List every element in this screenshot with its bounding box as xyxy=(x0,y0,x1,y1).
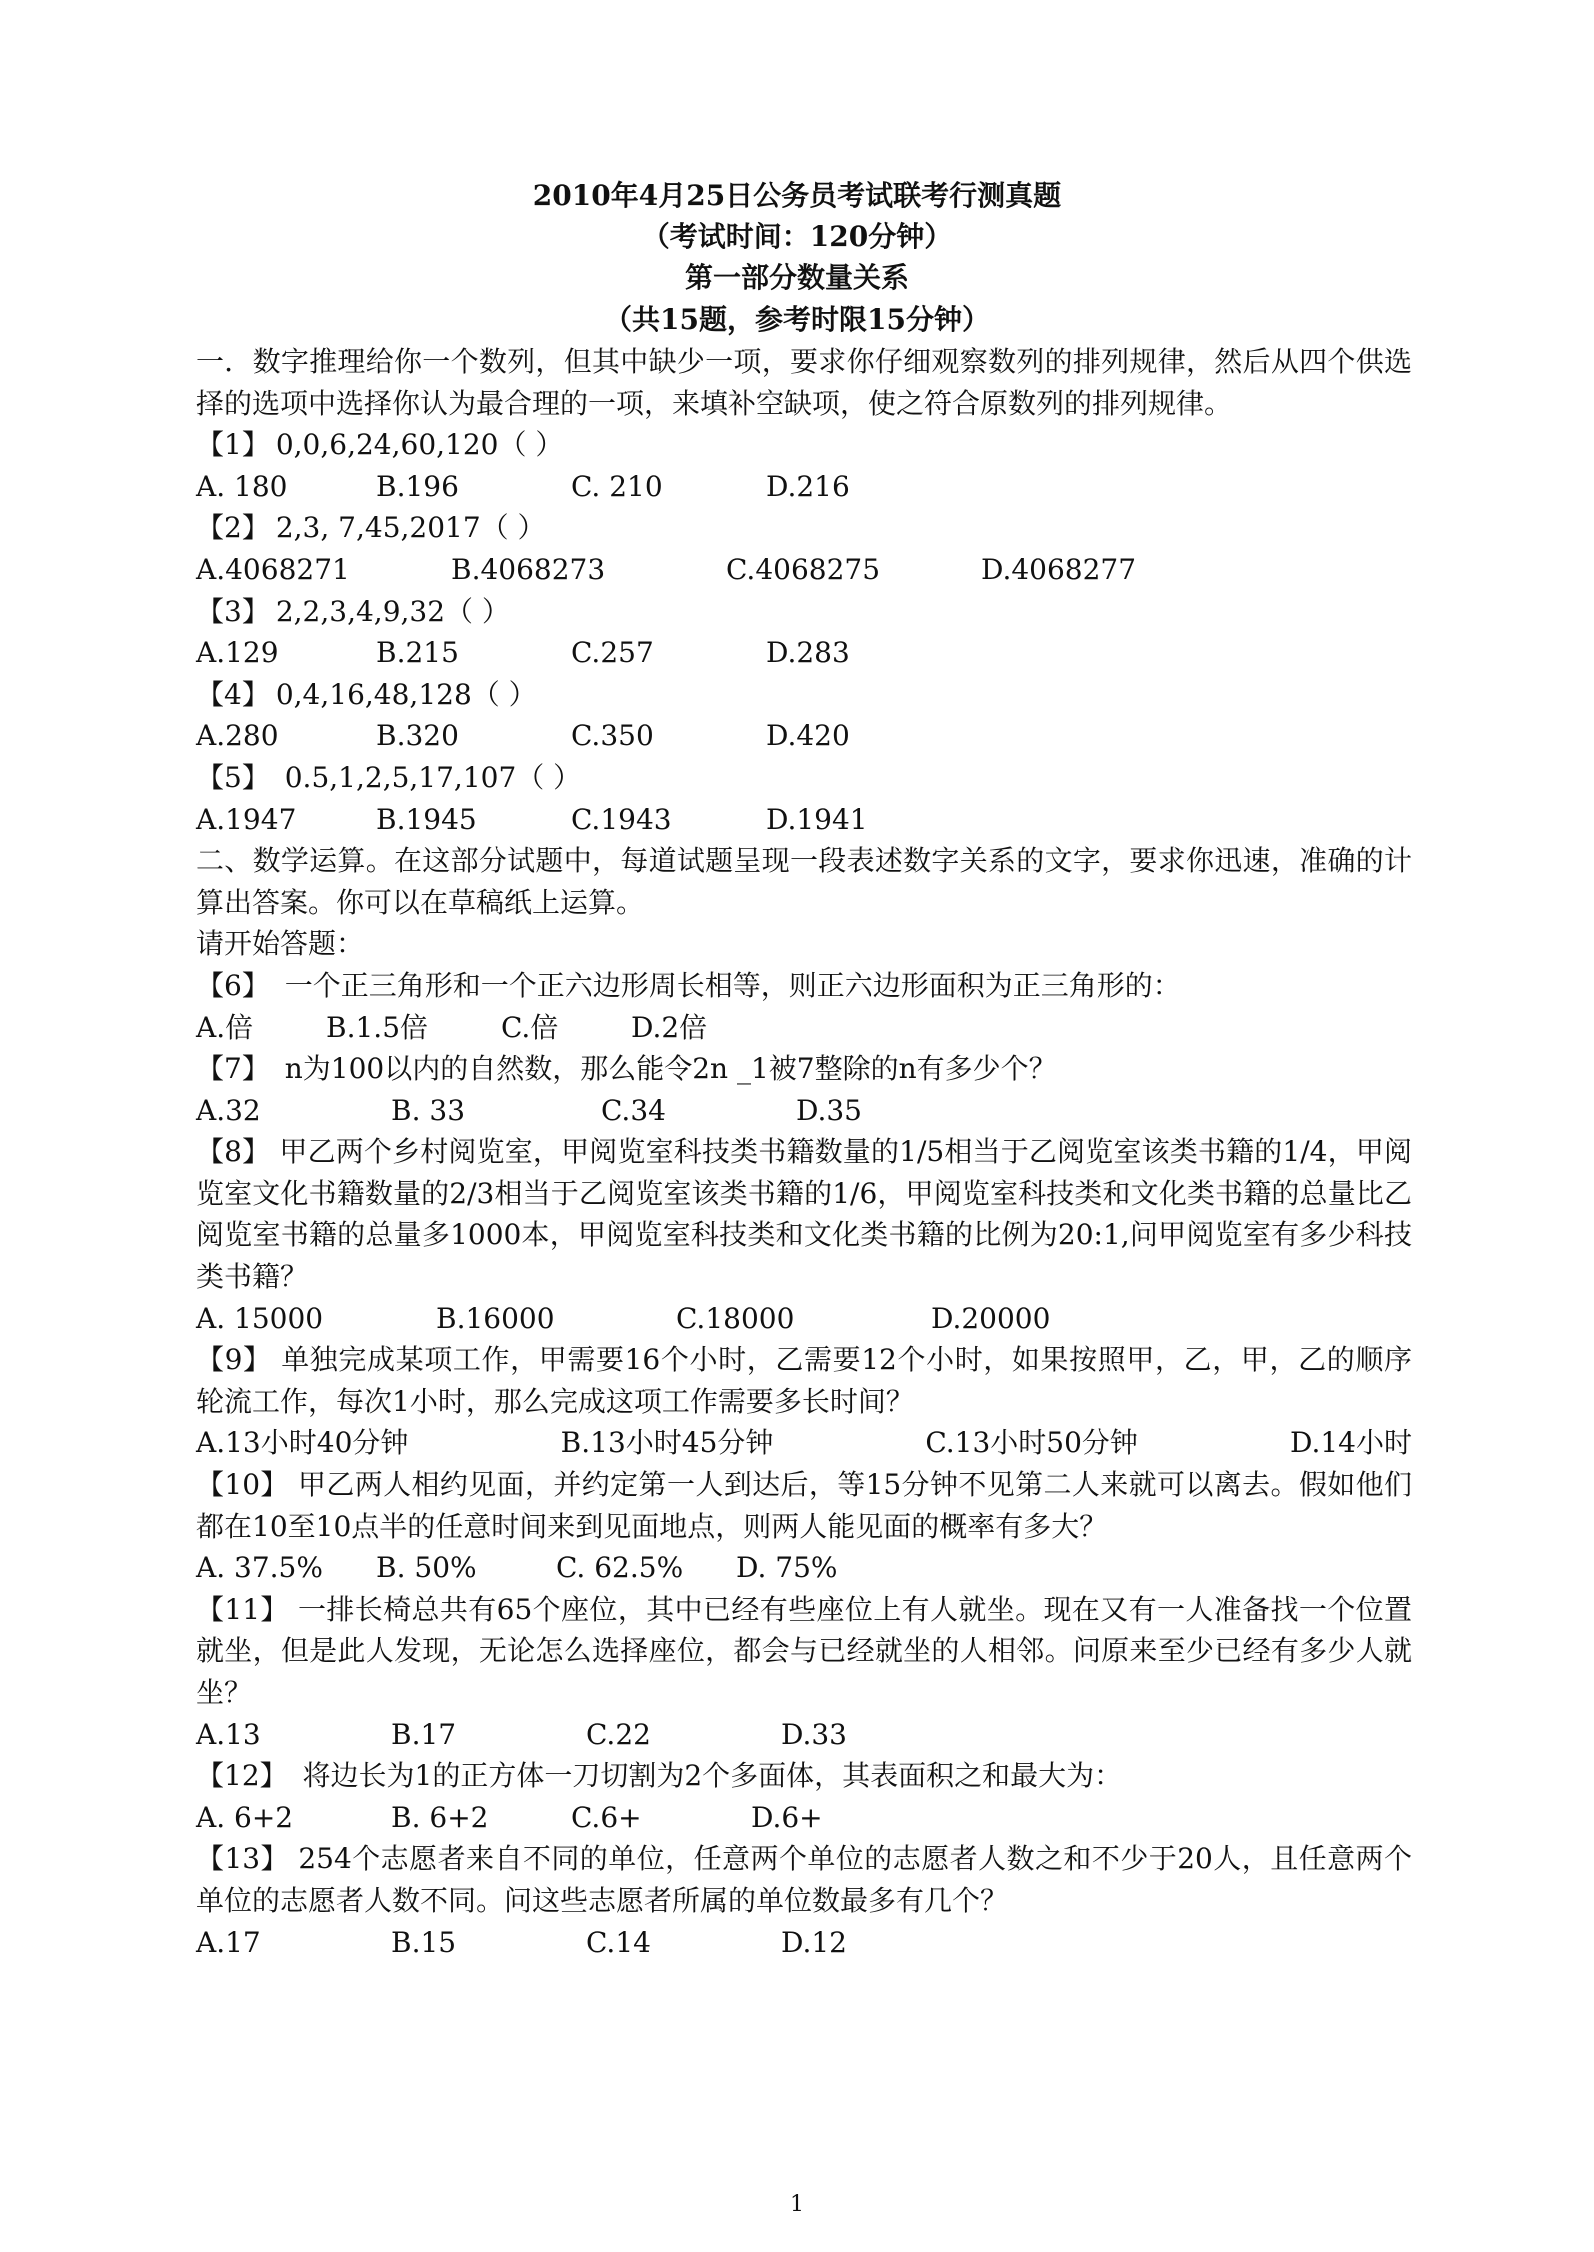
option-a: A.13小时40分钟 xyxy=(196,1426,409,1460)
question-number: 【11】 xyxy=(196,1592,289,1626)
option-a: A. 180 xyxy=(196,469,288,503)
option-a: A.1947 xyxy=(196,802,297,836)
option-b: B.17 xyxy=(391,1717,457,1751)
option-d: D.4068277 xyxy=(981,552,1137,586)
section2-start: 请开始答题： xyxy=(196,927,365,961)
question-8 xyxy=(196,1131,1412,1297)
question-13 xyxy=(196,1838,1412,1921)
option-d: D.216 xyxy=(766,469,850,503)
question-stem: 254个志愿者来自不同的单位，任意两个单位的志愿者人数之和不少于20人，且任意两个单位的志愿者人数不同。问这些志愿者所属的单位数最多有几个？ xyxy=(196,1842,1412,1917)
option-b: B. 6+2 xyxy=(391,1800,489,1834)
options-10 xyxy=(196,1547,1412,1589)
option-a: A.32 xyxy=(196,1093,261,1127)
question-11 xyxy=(196,1589,1412,1714)
question-number: 【12】 xyxy=(196,1759,288,1793)
question-stem: 0.5,1,2,5,17,107（ ） xyxy=(275,760,582,794)
question-number: 【9】 xyxy=(196,1343,272,1377)
question-stem: 0,0,6,24,60,120（ ） xyxy=(275,428,564,462)
option-a: A.280 xyxy=(196,719,279,753)
question-6 xyxy=(196,965,1412,1007)
section1-intro: 一．数字推理给你一个数列，但其中缺少一项，要求你仔细观察数列的排列规律，然后从四个供选择的选项中选择你认为最合理的一项，来填补空缺项，使之符合原数列的排列规律。 xyxy=(196,345,1412,420)
option-b: B. 50% xyxy=(376,1551,477,1585)
question-9 xyxy=(196,1339,1412,1422)
question-stem: 一排长椅总共有65个座位，其中已经有些座位上有人就坐。现在又有一人准备找一个位置就坐，但是此人发现，无论怎么选择座位，都会与已经就坐的人相邻。问原来至少已经有多少人就坐？ xyxy=(196,1592,1412,1709)
question-4 xyxy=(196,674,1412,716)
option-d: D.35 xyxy=(796,1093,862,1127)
option-c: C.倍 xyxy=(501,1010,559,1044)
option-d: D.12 xyxy=(781,1925,847,1959)
question-stem: 0,4,16,48,128（ ） xyxy=(275,677,537,711)
option-b: B.4068273 xyxy=(451,552,606,586)
option-a: A. 37.5% xyxy=(196,1551,323,1585)
option-b: B.15 xyxy=(391,1925,457,1959)
option-c: C. 210 xyxy=(571,469,663,503)
question-number: 【5】 xyxy=(196,760,270,794)
option-d: D.2倍 xyxy=(631,1010,708,1044)
options-6 xyxy=(196,1007,1412,1049)
option-c: C.6+ xyxy=(571,1800,642,1834)
option-c: C.14 xyxy=(586,1925,651,1959)
options-2 xyxy=(196,549,1412,591)
option-c: C.350 xyxy=(571,719,654,753)
option-b: B.16000 xyxy=(436,1301,555,1335)
options-11 xyxy=(196,1714,1412,1756)
option-c: C.18000 xyxy=(676,1301,795,1335)
question-number: 【3】 xyxy=(196,594,270,628)
question-number: 【7】 xyxy=(196,1052,270,1086)
option-a: A.倍 xyxy=(196,1010,254,1044)
exam-time: （考试时间：120分钟） xyxy=(641,220,953,253)
option-d: D.420 xyxy=(766,719,850,753)
question-stem: 2,3, 7,45,2017（ ） xyxy=(275,511,546,545)
options-13 xyxy=(196,1922,1412,1964)
option-b: B.196 xyxy=(376,469,459,503)
option-a: A.4068271 xyxy=(196,552,350,586)
question-stem: 将边长为1的正方体一刀切割为2个多面体，其表面积之和最大为： xyxy=(293,1759,1123,1793)
option-c: C.22 xyxy=(586,1717,651,1751)
document-body xyxy=(196,341,1412,1963)
option-c: C.13小时50分钟 xyxy=(925,1426,1138,1460)
question-stem: 单独完成某项工作，甲需要16个小时，乙需要12个小时，如果按照甲，乙，甲，乙的顺序轮流工作，每次1小时，那么完成这项工作需要多长时间？ xyxy=(196,1343,1412,1418)
section2-intro: 二、数学运算。在这部分试题中，每道试题呈现一段表述数字关系的文字，要求你迅速，准确的计算出答案。你可以在草稿纸上运算。 xyxy=(196,844,1412,919)
question-stem: 甲乙两人相约见面，并约定第一人到达后，等15分钟不见第二人来就可以离去。假如他们都在10至10点半的任意时间来到见面地点，则两人能见面的概率有多大？ xyxy=(196,1468,1412,1543)
question-stem: 甲乙两个乡村阅览室，甲阅览室科技类书籍数量的1/5相当于乙阅览室该类书籍的1/4，甲阅览室文化书籍数量的2/3相当于乙阅览室该类书籍的1/6，甲阅览室科技类和文化类书籍的总量比乙阅览室书籍的总量多1000本，甲阅览室科技类和文化类书籍的比例为20:1,问甲阅览室有多少科技类书籍？ xyxy=(196,1135,1412,1294)
option-d: D.14小时 xyxy=(1290,1426,1412,1460)
question-stem: n为100以内的自然数，那么能令2n _1被7整除的n有多少个？ xyxy=(275,1052,1057,1086)
option-d: D. 75% xyxy=(736,1551,838,1585)
question-3 xyxy=(196,591,1412,633)
options-8 xyxy=(196,1298,1412,1340)
option-c: C.4068275 xyxy=(726,552,881,586)
options-7 xyxy=(196,1090,1412,1132)
option-b: B.320 xyxy=(376,719,459,753)
question-10 xyxy=(196,1464,1412,1547)
option-b: B.1.5倍 xyxy=(326,1010,429,1044)
question-number: 【2】 xyxy=(196,511,270,545)
option-d: D.283 xyxy=(766,636,850,670)
option-d: D.20000 xyxy=(931,1301,1051,1335)
option-b: B.1945 xyxy=(376,802,477,836)
part-note: （共15题，参考时限15分钟） xyxy=(604,303,990,336)
option-b: B. 33 xyxy=(391,1093,466,1127)
question-number: 【10】 xyxy=(196,1468,289,1502)
option-c: C.257 xyxy=(571,636,654,670)
option-a: A.129 xyxy=(196,636,279,670)
question-7 xyxy=(196,1048,1412,1090)
question-stem: 2,2,3,4,9,32（ ） xyxy=(275,594,510,628)
options-12 xyxy=(196,1797,1412,1839)
option-c: C.34 xyxy=(601,1093,666,1127)
options-5 xyxy=(196,799,1412,841)
question-number: 【6】 xyxy=(196,968,270,1002)
option-b: B.215 xyxy=(376,636,459,670)
question-1 xyxy=(196,424,1412,466)
option-a: A. 6+2 xyxy=(196,1800,294,1834)
options-4 xyxy=(196,715,1412,757)
option-d: D.33 xyxy=(781,1717,847,1751)
question-2 xyxy=(196,507,1412,549)
question-number: 【8】 xyxy=(196,1135,271,1169)
option-d: D.1941 xyxy=(766,802,868,836)
option-c: C. 62.5% xyxy=(556,1551,684,1585)
options-3 xyxy=(196,632,1412,674)
document-title: 2010年4月25日公务员考试联考行测真题 xyxy=(532,179,1062,212)
question-number: 【13】 xyxy=(196,1842,289,1876)
page-number: 1 xyxy=(790,2192,804,2217)
option-a: A. 15000 xyxy=(196,1301,324,1335)
option-c: C.1943 xyxy=(571,802,672,836)
question-5 xyxy=(196,757,1412,799)
option-a: A.17 xyxy=(196,1925,261,1959)
options-9 xyxy=(196,1422,1412,1464)
question-number: 【4】 xyxy=(196,677,270,711)
options-1 xyxy=(196,466,1412,508)
option-a: A.13 xyxy=(196,1717,261,1751)
question-stem: 一个正三角形和一个正六边形周长相等，则正六边形面积为正三角形的： xyxy=(275,968,1181,1002)
question-12 xyxy=(196,1755,1412,1797)
question-number: 【1】 xyxy=(196,428,270,462)
part-title: 第一部分数量关系 xyxy=(684,261,909,294)
option-b: B.13小时45分钟 xyxy=(560,1426,774,1460)
option-d: D.6+ xyxy=(751,1800,823,1834)
